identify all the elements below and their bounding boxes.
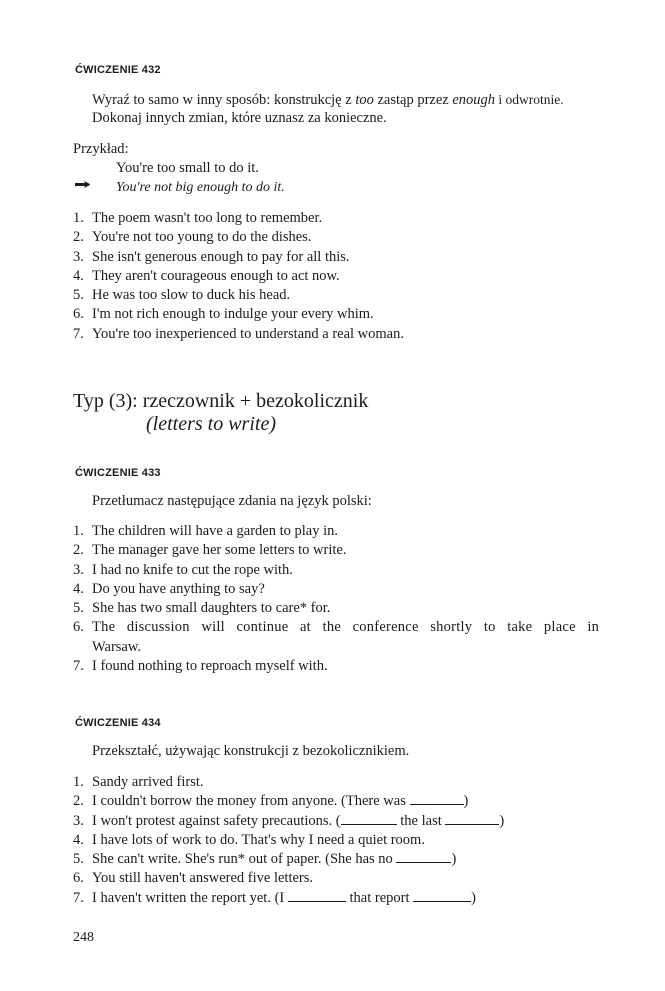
answer-blank bbox=[288, 889, 346, 902]
exercise-434-list bbox=[73, 773, 504, 908]
list-item bbox=[73, 522, 599, 541]
exercise-434-header: ĆWICZENIE 434 bbox=[75, 717, 161, 729]
item-text: You're not too young to do the dishes. bbox=[92, 229, 312, 246]
item-number: 7. bbox=[73, 658, 84, 675]
item-number: 4. bbox=[73, 580, 84, 597]
list-item bbox=[73, 618, 599, 637]
answer-blank bbox=[445, 812, 499, 825]
list-item bbox=[73, 869, 504, 888]
exercise-433-instruction: Przetłumacz następujące zdania na język polski: bbox=[92, 493, 372, 509]
list-item bbox=[73, 773, 504, 792]
item-text: You're too inexperienced to understand a real woman. bbox=[92, 325, 404, 342]
exercise-432-list bbox=[73, 209, 404, 344]
list-item bbox=[73, 286, 404, 305]
pointing-hand-icon bbox=[75, 181, 91, 189]
item-number: 1. bbox=[73, 523, 84, 539]
item-text: I'm not rich enough to indulge your every whim. bbox=[92, 306, 374, 323]
item-text: I couldn't borrow the money from anyone. (There was bbox=[92, 793, 410, 810]
exercise-433-header: ĆWICZENIE 433 bbox=[75, 467, 161, 479]
item-text: The poem wasn't too long to remember. bbox=[92, 210, 323, 226]
item-text: She can't write. She's run* out of paper. (She has no bbox=[92, 851, 397, 868]
item-number: 7. bbox=[73, 325, 84, 342]
item-text: ) bbox=[471, 889, 476, 906]
instruction-keyword-too: too bbox=[355, 92, 374, 108]
item-number: 5. bbox=[73, 287, 84, 304]
instruction-text: Wyraź to samo w inny sposób: konstrukcję z bbox=[92, 92, 356, 108]
item-number: 6. bbox=[73, 306, 84, 323]
exercise-434-instruction: Przekształć, używając konstrukcji z bezokolicznikiem. bbox=[92, 743, 410, 759]
list-item bbox=[73, 248, 404, 267]
answer-blank bbox=[396, 850, 451, 863]
example-answer: You're not big enough to do it. bbox=[116, 180, 285, 195]
list-item bbox=[73, 792, 504, 811]
item-text: I haven't written the report yet. (I bbox=[92, 889, 288, 906]
item-number: 5. bbox=[73, 851, 84, 868]
item-number: 6. bbox=[73, 619, 84, 636]
section-subtitle: (letters to write) bbox=[146, 413, 276, 435]
item-number: 2. bbox=[73, 229, 84, 246]
item-number: 4. bbox=[73, 267, 84, 284]
list-item bbox=[73, 228, 404, 247]
list-item bbox=[73, 831, 504, 850]
item-text: ) bbox=[451, 851, 457, 868]
exercise-432-header: ĆWICZENIE 432 bbox=[75, 64, 161, 76]
answer-blank bbox=[341, 812, 397, 825]
list-item bbox=[73, 267, 404, 286]
item-text: the last bbox=[396, 812, 446, 829]
item-text: The manager gave her some letters to write. bbox=[92, 542, 347, 559]
item-text: Sandy arrived first. bbox=[92, 774, 204, 790]
item-number: 5. bbox=[73, 600, 84, 617]
item-number: 1. bbox=[73, 210, 84, 226]
instruction-text: zastąp przez bbox=[373, 92, 453, 108]
example-label: Przykład: bbox=[73, 141, 129, 157]
item-number: 7. bbox=[73, 889, 84, 906]
list-item bbox=[73, 599, 599, 618]
item-text: She has two small daughters to care* for. bbox=[92, 600, 331, 617]
list-item bbox=[73, 580, 599, 599]
item-text: Do you have anything to say? bbox=[92, 580, 265, 597]
list-item bbox=[73, 657, 599, 676]
item-text: I won't protest against safety precautions. ( bbox=[92, 812, 341, 829]
item-text: I had no knife to cut the rope with. bbox=[92, 561, 293, 578]
item-number: 3. bbox=[73, 248, 84, 265]
item-text: He was too slow to duck his head. bbox=[92, 287, 291, 304]
item-text: The discussion will continue at the conference shortly to take place in bbox=[92, 619, 600, 636]
list-item bbox=[73, 561, 599, 580]
item-text: that report bbox=[345, 889, 414, 906]
exercise-432-instruction-line-2: Dokonaj innych zmian, które uznasz za konieczne. bbox=[92, 110, 387, 126]
item-number: 1. bbox=[73, 774, 84, 790]
exercise-433-list bbox=[73, 522, 599, 676]
item-text: I found nothing to reproach myself with. bbox=[92, 658, 328, 675]
item-text: The children will have a garden to play in. bbox=[92, 523, 339, 539]
list-item bbox=[73, 541, 599, 560]
answer-blank bbox=[410, 792, 464, 805]
item-text: Warsaw. bbox=[92, 638, 142, 655]
list-item bbox=[73, 209, 404, 228]
item-number: 4. bbox=[73, 831, 84, 848]
item-text: They aren't courageous enough to act now. bbox=[92, 267, 340, 284]
page-number: 248 bbox=[73, 930, 94, 945]
list-item bbox=[73, 850, 504, 869]
item-text: She isn't generous enough to pay for all this. bbox=[92, 248, 350, 265]
example-sentence: You're too small to do it. bbox=[116, 160, 259, 176]
section-title: Typ (3): rzeczownik + bezokolicznik bbox=[73, 390, 369, 412]
item-text: ) bbox=[463, 793, 469, 810]
instruction-keyword-enough: enough bbox=[452, 92, 496, 108]
list-item bbox=[73, 889, 504, 908]
list-item bbox=[73, 812, 504, 831]
item-number: 2. bbox=[73, 542, 84, 559]
item-text: You still haven't answered five letters. bbox=[92, 870, 314, 887]
item-number: 3. bbox=[73, 561, 84, 578]
exercise-432-instruction-line-1 bbox=[92, 90, 564, 110]
item-text: I have lots of work to do. That's why I need a quiet room. bbox=[92, 831, 425, 848]
item-number: 2. bbox=[73, 793, 84, 810]
item-number: 3. bbox=[73, 812, 84, 829]
item-text: ) bbox=[499, 812, 505, 829]
list-item-continuation bbox=[73, 638, 599, 657]
answer-blank bbox=[413, 889, 471, 902]
item-number: 6. bbox=[73, 870, 84, 887]
instruction-text: i odwrotnie. bbox=[495, 92, 564, 107]
list-item bbox=[73, 325, 404, 344]
list-item bbox=[73, 305, 404, 324]
